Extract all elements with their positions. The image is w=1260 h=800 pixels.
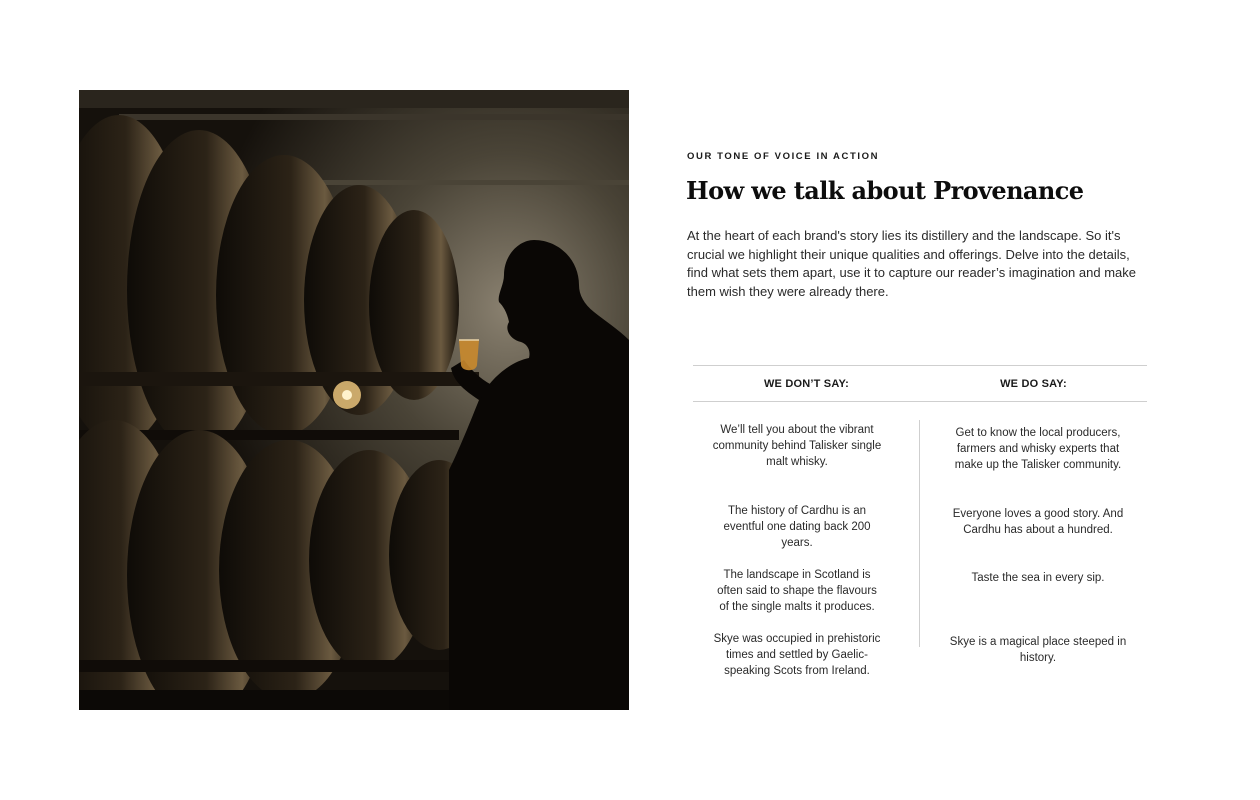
comparison-table <box>693 365 1147 677</box>
column-divider <box>919 420 920 647</box>
dont-say-item: The landscape in Scotland is often said to shape the flavours of the single malts it produces. <box>717 569 877 613</box>
do-say-header: WE DO SAY: <box>1000 377 1067 390</box>
page-title: How we talk about Provenance <box>686 176 1084 205</box>
dont-say-header: WE DON’T SAY: <box>763 377 850 390</box>
do-say-item: Everyone loves a good story. And Cardhu has about a hundred. <box>952 508 1124 536</box>
dont-say-item: We’ll tell you about the vibrant community behind Talisker single malt whisky. <box>712 424 882 468</box>
warehouse-photo <box>79 90 629 710</box>
dont-say-item: Skye was occupied in prehistoric times and settled by Gaelic-speaking Scots from Ireland. <box>713 633 881 677</box>
section-eyebrow: OUR TONE OF VOICE IN ACTION <box>687 151 880 162</box>
intro-paragraph: At the heart of each brand's story lies its distillery and the landscape. So it's crucial we highlight their unique qualities and offerings. Delve into the details, find what sets them apart, use it to capture our reader’s imagination and make them wish they were already there. <box>687 228 1136 299</box>
do-say-item: Skye is a magical place steeped in history. <box>949 636 1127 664</box>
do-say-item: Taste the sea in every sip. <box>971 572 1105 584</box>
comparison-header <box>693 365 1147 402</box>
barrel-warehouse-image <box>79 90 629 710</box>
dont-say-item: The history of Cardhu is an eventful one dating back 200 years. <box>723 505 871 549</box>
do-say-item: Get to know the local producers, farmers and whisky experts that make up the Talisker community. <box>954 427 1122 471</box>
